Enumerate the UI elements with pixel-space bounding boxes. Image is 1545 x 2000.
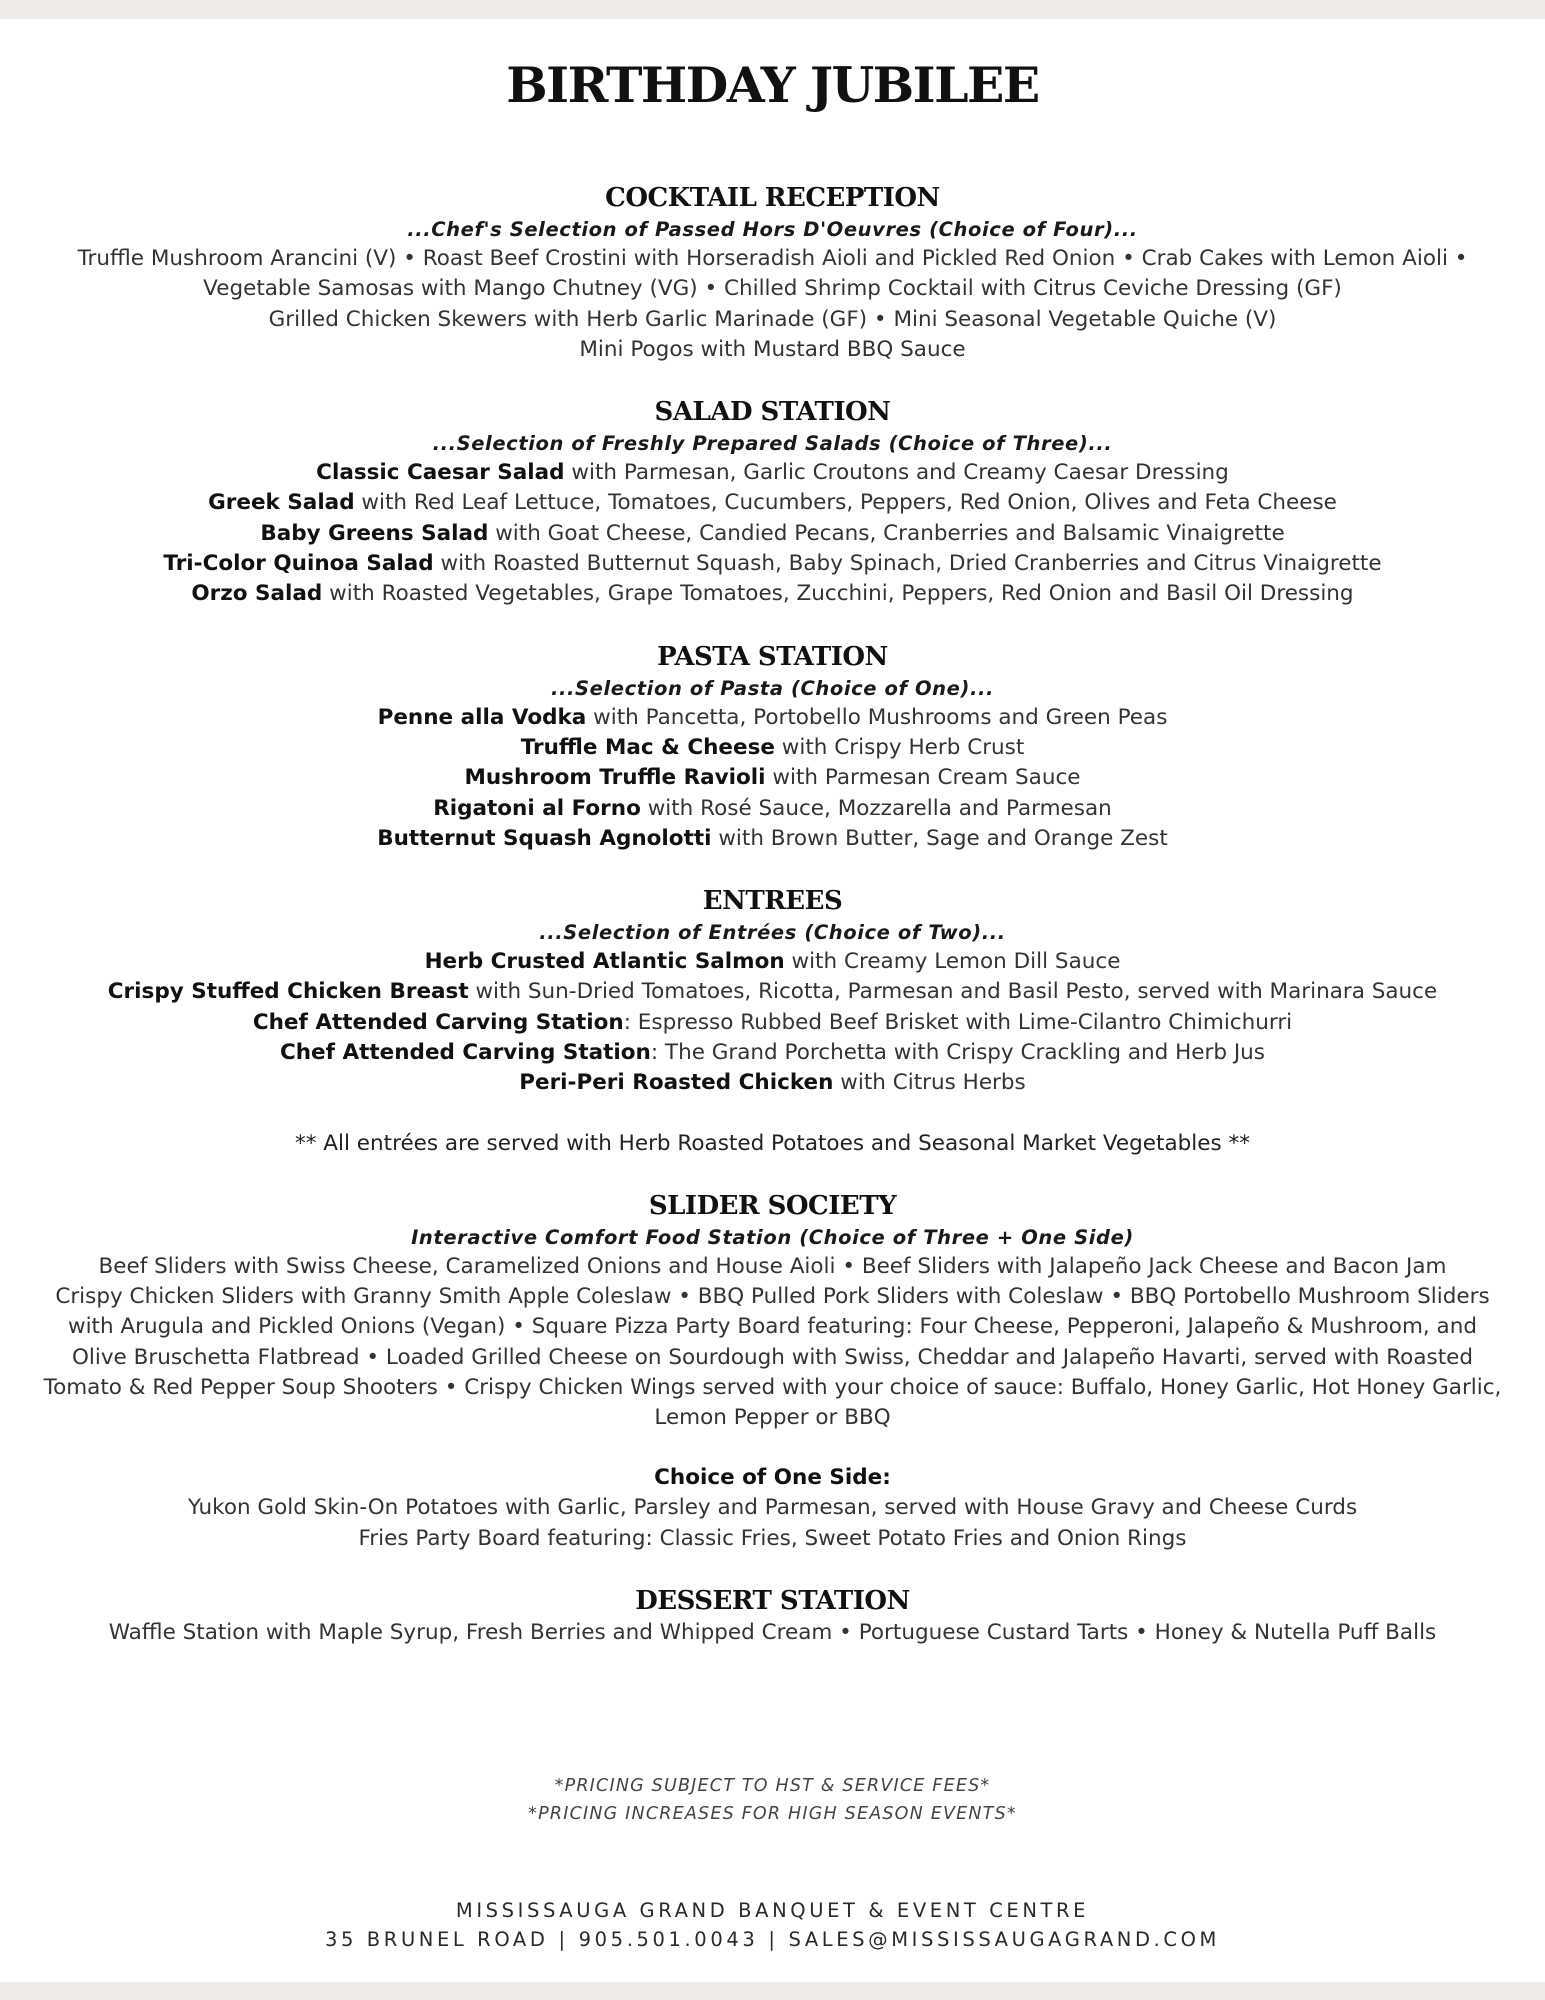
menu-page bbox=[0, 19, 1545, 1954]
menu-line: Lemon Pepper or BBQ bbox=[654, 1405, 891, 1431]
pricing-note: *PRICING SUBJECT TO HST & SERVICE FEES* bbox=[554, 1776, 991, 1797]
page-title: BIRTHDAY JUBILEE bbox=[506, 56, 1039, 114]
item-description: with Roasted Vegetables, Grape Tomatoes, Zucchini, Peppers, Red Onion and Basil Oil Dressing bbox=[322, 581, 1354, 607]
item-description: with Pancetta, Portobello Mushrooms and Green Peas bbox=[586, 704, 1168, 730]
item-description: with Goat Cheese, Candied Pecans, Cranberries and Balsamic Vinaigrette bbox=[488, 520, 1285, 546]
item-description: with Brown Butter, Sage and Orange Zest bbox=[711, 825, 1168, 851]
menu-item bbox=[0, 579, 1545, 609]
item-description: with Parmesan Cream Sauce bbox=[765, 765, 1081, 791]
menu-line: Grilled Chicken Skewers with Herb Garlic Marinade (GF) • Mini Seasonal Vegetable Quiche (V) bbox=[268, 306, 1277, 332]
side-option: Yukon Gold Skin-On Potatoes with Garlic, Parsley and Parmesan, served with House Gravy and Cheese Curds bbox=[187, 1495, 1358, 1521]
salad-section bbox=[0, 395, 1545, 609]
menu-item bbox=[0, 977, 1545, 1007]
section-subtitle: ...Chef's Selection of Passed Hors D'Oeuvres (Choice of Four)... bbox=[407, 218, 1138, 241]
section-heading: SLIDER SOCIETY bbox=[648, 1190, 897, 1221]
item-name: Chef Attended Carving Station bbox=[279, 1040, 651, 1066]
menu-item bbox=[0, 549, 1545, 579]
item-name: Mushroom Truffle Ravioli bbox=[464, 765, 766, 791]
entrees-note: ** All entrées are served with Herb Roasted Potatoes and Seasonal Market Vegetables ** bbox=[294, 1130, 1251, 1156]
side-option: Fries Party Board featuring: Classic Fries, Sweet Potato Fries and Onion Rings bbox=[358, 1525, 1187, 1551]
item-name: Peri-Peri Roasted Chicken bbox=[519, 1070, 834, 1096]
section-heading: SALAD STATION bbox=[654, 397, 891, 428]
separator: | bbox=[558, 1928, 569, 1952]
bottom-border-band bbox=[0, 1982, 1545, 2000]
footer bbox=[0, 1896, 1545, 1954]
pricing-note: *PRICING INCREASES FOR HIGH SEASON EVENTS* bbox=[528, 1804, 1017, 1825]
item-description: with Rosé Sauce, Mozzarella and Parmesan bbox=[640, 795, 1112, 821]
contact-line bbox=[0, 1925, 1545, 1954]
menu-line: Truffle Mushroom Arancini (V) • Roast Beef Crostini with Horseradish Aioli and Pickled Red Onion • Crab Cakes with Lemon Aioli • bbox=[77, 246, 1468, 271]
item-description: with Crispy Herb Crust bbox=[774, 734, 1025, 760]
item-name: Chef Attended Carving Station bbox=[252, 1009, 624, 1035]
item-description: with Sun-Dried Tomatoes, Ricotta, Parmesan and Basil Pesto, served with Marinara Sauce bbox=[468, 979, 1438, 1005]
item-name: Orzo Salad bbox=[191, 581, 323, 607]
menu-item bbox=[0, 1008, 1545, 1038]
item-description: with Parmesan, Garlic Croutons and Creamy Caesar Dressing bbox=[564, 460, 1229, 486]
item-description: with Creamy Lemon Dill Sauce bbox=[784, 949, 1121, 975]
menu-line: Tomato & Red Pepper Soup Shooters • Crispy Chicken Wings served with your choice of sauce: Buffalo, Honey Garlic, Hot Honey Garlic, bbox=[43, 1374, 1502, 1400]
section-heading: ENTREES bbox=[702, 886, 843, 917]
menu-item bbox=[0, 1038, 1545, 1068]
item-name: Penne alla Vodka bbox=[377, 704, 587, 730]
top-border-band bbox=[0, 0, 1545, 19]
menu-item bbox=[0, 519, 1545, 549]
menu-line: Olive Bruschetta Flatbread • Loaded Grilled Cheese on Sourdough with Swiss, Cheddar and Jalapeño Havarti, served with Roasted bbox=[71, 1344, 1474, 1370]
menu-item bbox=[0, 488, 1545, 518]
section-heading: DESSERT STATION bbox=[635, 1586, 910, 1617]
separator: | bbox=[768, 1928, 779, 1952]
item-description: with Citrus Herbs bbox=[833, 1070, 1026, 1096]
menu-item bbox=[0, 458, 1545, 488]
section-subtitle: ...Selection of Entrées (Choice of Two)... bbox=[539, 921, 1006, 945]
menu-line: Crispy Chicken Sliders with Granny Smith Apple Coleslaw • BBQ Pulled Pork Sliders with Coleslaw • BBQ Portobello Mushroom Sliders bbox=[55, 1283, 1490, 1309]
section-subtitle: Interactive Comfort Food Station (Choice of Three + One Side) bbox=[411, 1225, 1134, 1249]
item-name: Truffle Mac & Cheese bbox=[520, 734, 775, 760]
item-name: Greek Salad bbox=[208, 490, 355, 516]
item-description: : Espresso Rubbed Beef Brisket with Lime-Cilantro Chimichurri bbox=[623, 1009, 1293, 1035]
menu-item bbox=[0, 703, 1545, 733]
item-name: Butternut Squash Agnolotti bbox=[377, 825, 712, 851]
item-name: Herb Crusted Atlantic Salmon bbox=[424, 949, 785, 975]
menu-line: Waffle Station with Maple Syrup, Fresh Berries and Whipped Cream • Portuguese Custard Tarts • Honey & Nutella Puff Balls bbox=[108, 1620, 1437, 1646]
section-subtitle: ...Selection of Freshly Prepared Salads (Choice of Three)... bbox=[432, 432, 1113, 456]
cocktail-section bbox=[0, 181, 1545, 365]
menu-item bbox=[0, 794, 1545, 824]
menu-item bbox=[0, 733, 1545, 763]
pricing-notes bbox=[0, 1772, 1545, 1828]
section-heading: PASTA STATION bbox=[657, 641, 888, 672]
menu-item bbox=[0, 824, 1545, 854]
menu-line: Beef Sliders with Swiss Cheese, Caramelized Onions and House Aioli • Beef Sliders with Jalapeño Jack Cheese and Bacon Jam bbox=[98, 1253, 1447, 1279]
item-name: Classic Caesar Salad bbox=[316, 460, 565, 486]
email-link[interactable]: SALES@MISSISSAUGAGRAND.COM bbox=[788, 1928, 1220, 1952]
menu-line: Mini Pogos with Mustard BBQ Sauce bbox=[579, 336, 966, 362]
item-description: with Red Leaf Lettuce, Tomatoes, Cucumbers, Peppers, Red Onion, Olives and Feta Cheese bbox=[354, 490, 1337, 516]
side-heading: Choice of One Side: bbox=[654, 1465, 891, 1491]
address: 35 BRUNEL ROAD bbox=[325, 1928, 549, 1952]
menu-line: Vegetable Samosas with Mango Chutney (VG) • Chilled Shrimp Cocktail with Citrus Ceviche Dressing (GF) bbox=[203, 276, 1342, 302]
venue-name: MISSISSAUGA GRAND BANQUET & EVENT CENTRE bbox=[455, 1899, 1090, 1923]
item-name: Baby Greens Salad bbox=[260, 520, 489, 546]
section-subtitle: ...Selection of Pasta (Choice of One)... bbox=[550, 676, 995, 700]
slider-section bbox=[0, 1189, 1545, 1554]
item-name: Rigatoni al Forno bbox=[433, 795, 641, 821]
phone: 905.501.0043 bbox=[578, 1928, 759, 1952]
menu-item bbox=[0, 947, 1545, 977]
menu-item bbox=[0, 1068, 1545, 1098]
pasta-section bbox=[0, 640, 1545, 854]
menu-line: with Arugula and Pickled Onions (Vegan) • Square Pizza Party Board featuring: Four Cheese, Pepperoni, Jalapeño & Mushroom, and bbox=[67, 1314, 1478, 1340]
section-heading: COCKTAIL RECEPTION bbox=[605, 183, 940, 213]
item-description: : The Grand Porchetta with Crispy Crackling and Herb Jus bbox=[650, 1040, 1266, 1066]
menu-item bbox=[0, 763, 1545, 793]
entrees-section bbox=[0, 884, 1545, 1158]
item-name: Crispy Stuffed Chicken Breast bbox=[107, 979, 469, 1005]
dessert-section bbox=[0, 1584, 1545, 1648]
item-name: Tri-Color Quinoa Salad bbox=[163, 551, 434, 577]
item-description: with Roasted Butternut Squash, Baby Spinach, Dried Cranberries and Citrus Vinaigrette bbox=[433, 551, 1382, 577]
